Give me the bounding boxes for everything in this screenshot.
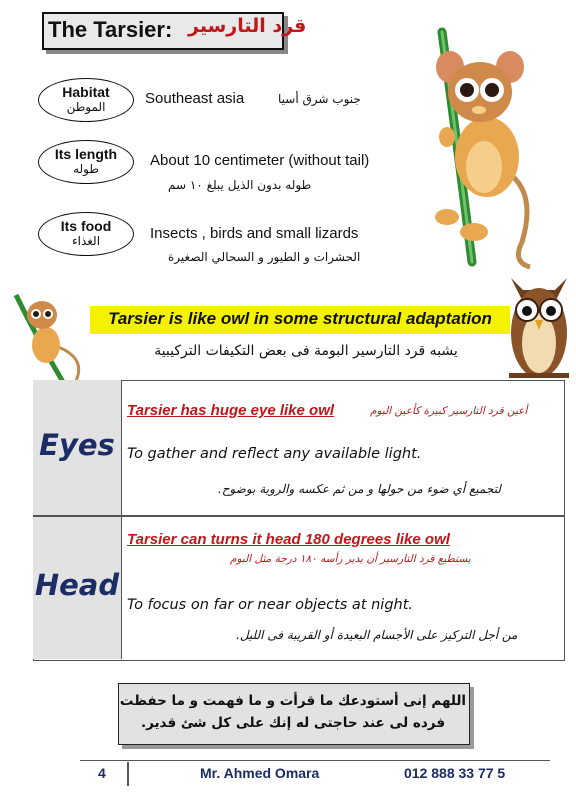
habitat-value-ar: جنوب شرق أسيا <box>278 92 361 106</box>
eyes-heading-en: Tarsier has huge eye like owl <box>127 402 335 419</box>
row-label-head: Head <box>34 568 120 602</box>
footer-rule <box>80 760 550 761</box>
table-divider <box>33 515 564 517</box>
food-oval <box>38 212 134 256</box>
habitat-label-ar: الموطن <box>66 100 106 114</box>
head-heading-en: Tarsier can turns it head 180 degrees like owl <box>127 531 450 548</box>
length-value-en: About 10 centimeter (without tail) <box>150 152 370 169</box>
footer-author: Mr. Ahmed Omara <box>200 765 320 781</box>
food-value-en: Insects , birds and small lizards <box>150 225 359 242</box>
tarsier-on-branch-illustration <box>412 22 542 272</box>
footer-separator <box>127 762 129 786</box>
habitat-oval <box>38 78 134 122</box>
owl-illustration <box>505 268 573 383</box>
row-label-eyes: Eyes <box>39 428 115 462</box>
prayer-line-1: اللهم إنى أستودعك ما قرأت و ما فهمت و ما حفظت <box>119 693 467 709</box>
food-label-en: Its food <box>60 218 112 234</box>
banner-text-en: Tarsier is like owl in some structural adaptation <box>108 309 492 328</box>
head-heading-ar: يستطيع قرد التارسير أن يدير رأسه ١٨٠ درجة مثل البوم <box>230 553 471 565</box>
habitat-label-en: Habitat <box>62 84 110 100</box>
small-tarsier-illustration <box>8 290 88 385</box>
eyes-heading-ar: أعين قرد التارسير كبيرة كأعين البوم <box>370 405 528 417</box>
head-body-ar: من أجل التركيز على الأجسام البعيدة أو القريبة فى الليل. <box>236 628 518 642</box>
food-label-ar: الغذاء <box>71 234 101 248</box>
length-label-en: Its length <box>54 146 118 162</box>
prayer-line-2: فرده لى عند حاجتى له إنك على كل شئ قدير. <box>140 715 446 731</box>
eyes-body-en: To gather and reflect any available light. <box>127 446 422 462</box>
page-number: 4 <box>98 765 106 781</box>
length-value-ar: طوله بدون الذيل يبلغ ١٠ سم <box>168 178 312 192</box>
prayer-text <box>118 690 468 734</box>
title-arabic: قرد التارسير <box>188 15 307 37</box>
food-value-ar: الحشرات و الطيور و السحالي الصغيرة <box>168 250 361 264</box>
title-english: The Tarsier: <box>48 17 173 42</box>
length-oval <box>38 140 134 184</box>
head-body-en: To focus on far or near objects at night. <box>127 597 414 613</box>
footer-phone: 012 888 33 77 5 <box>404 765 506 781</box>
length-label-ar: طوله <box>73 162 99 176</box>
eyes-body-ar: لتجميع أي ضوء من حولها و من ثم عكسه والروية بوضوح. <box>218 482 501 496</box>
habitat-value-en: Southeast asia <box>145 90 245 107</box>
table-label-column <box>33 380 122 659</box>
banner-text-ar: يشبه قرد التارسير البومة فى بعض التكيفات التركيبية <box>154 343 458 359</box>
